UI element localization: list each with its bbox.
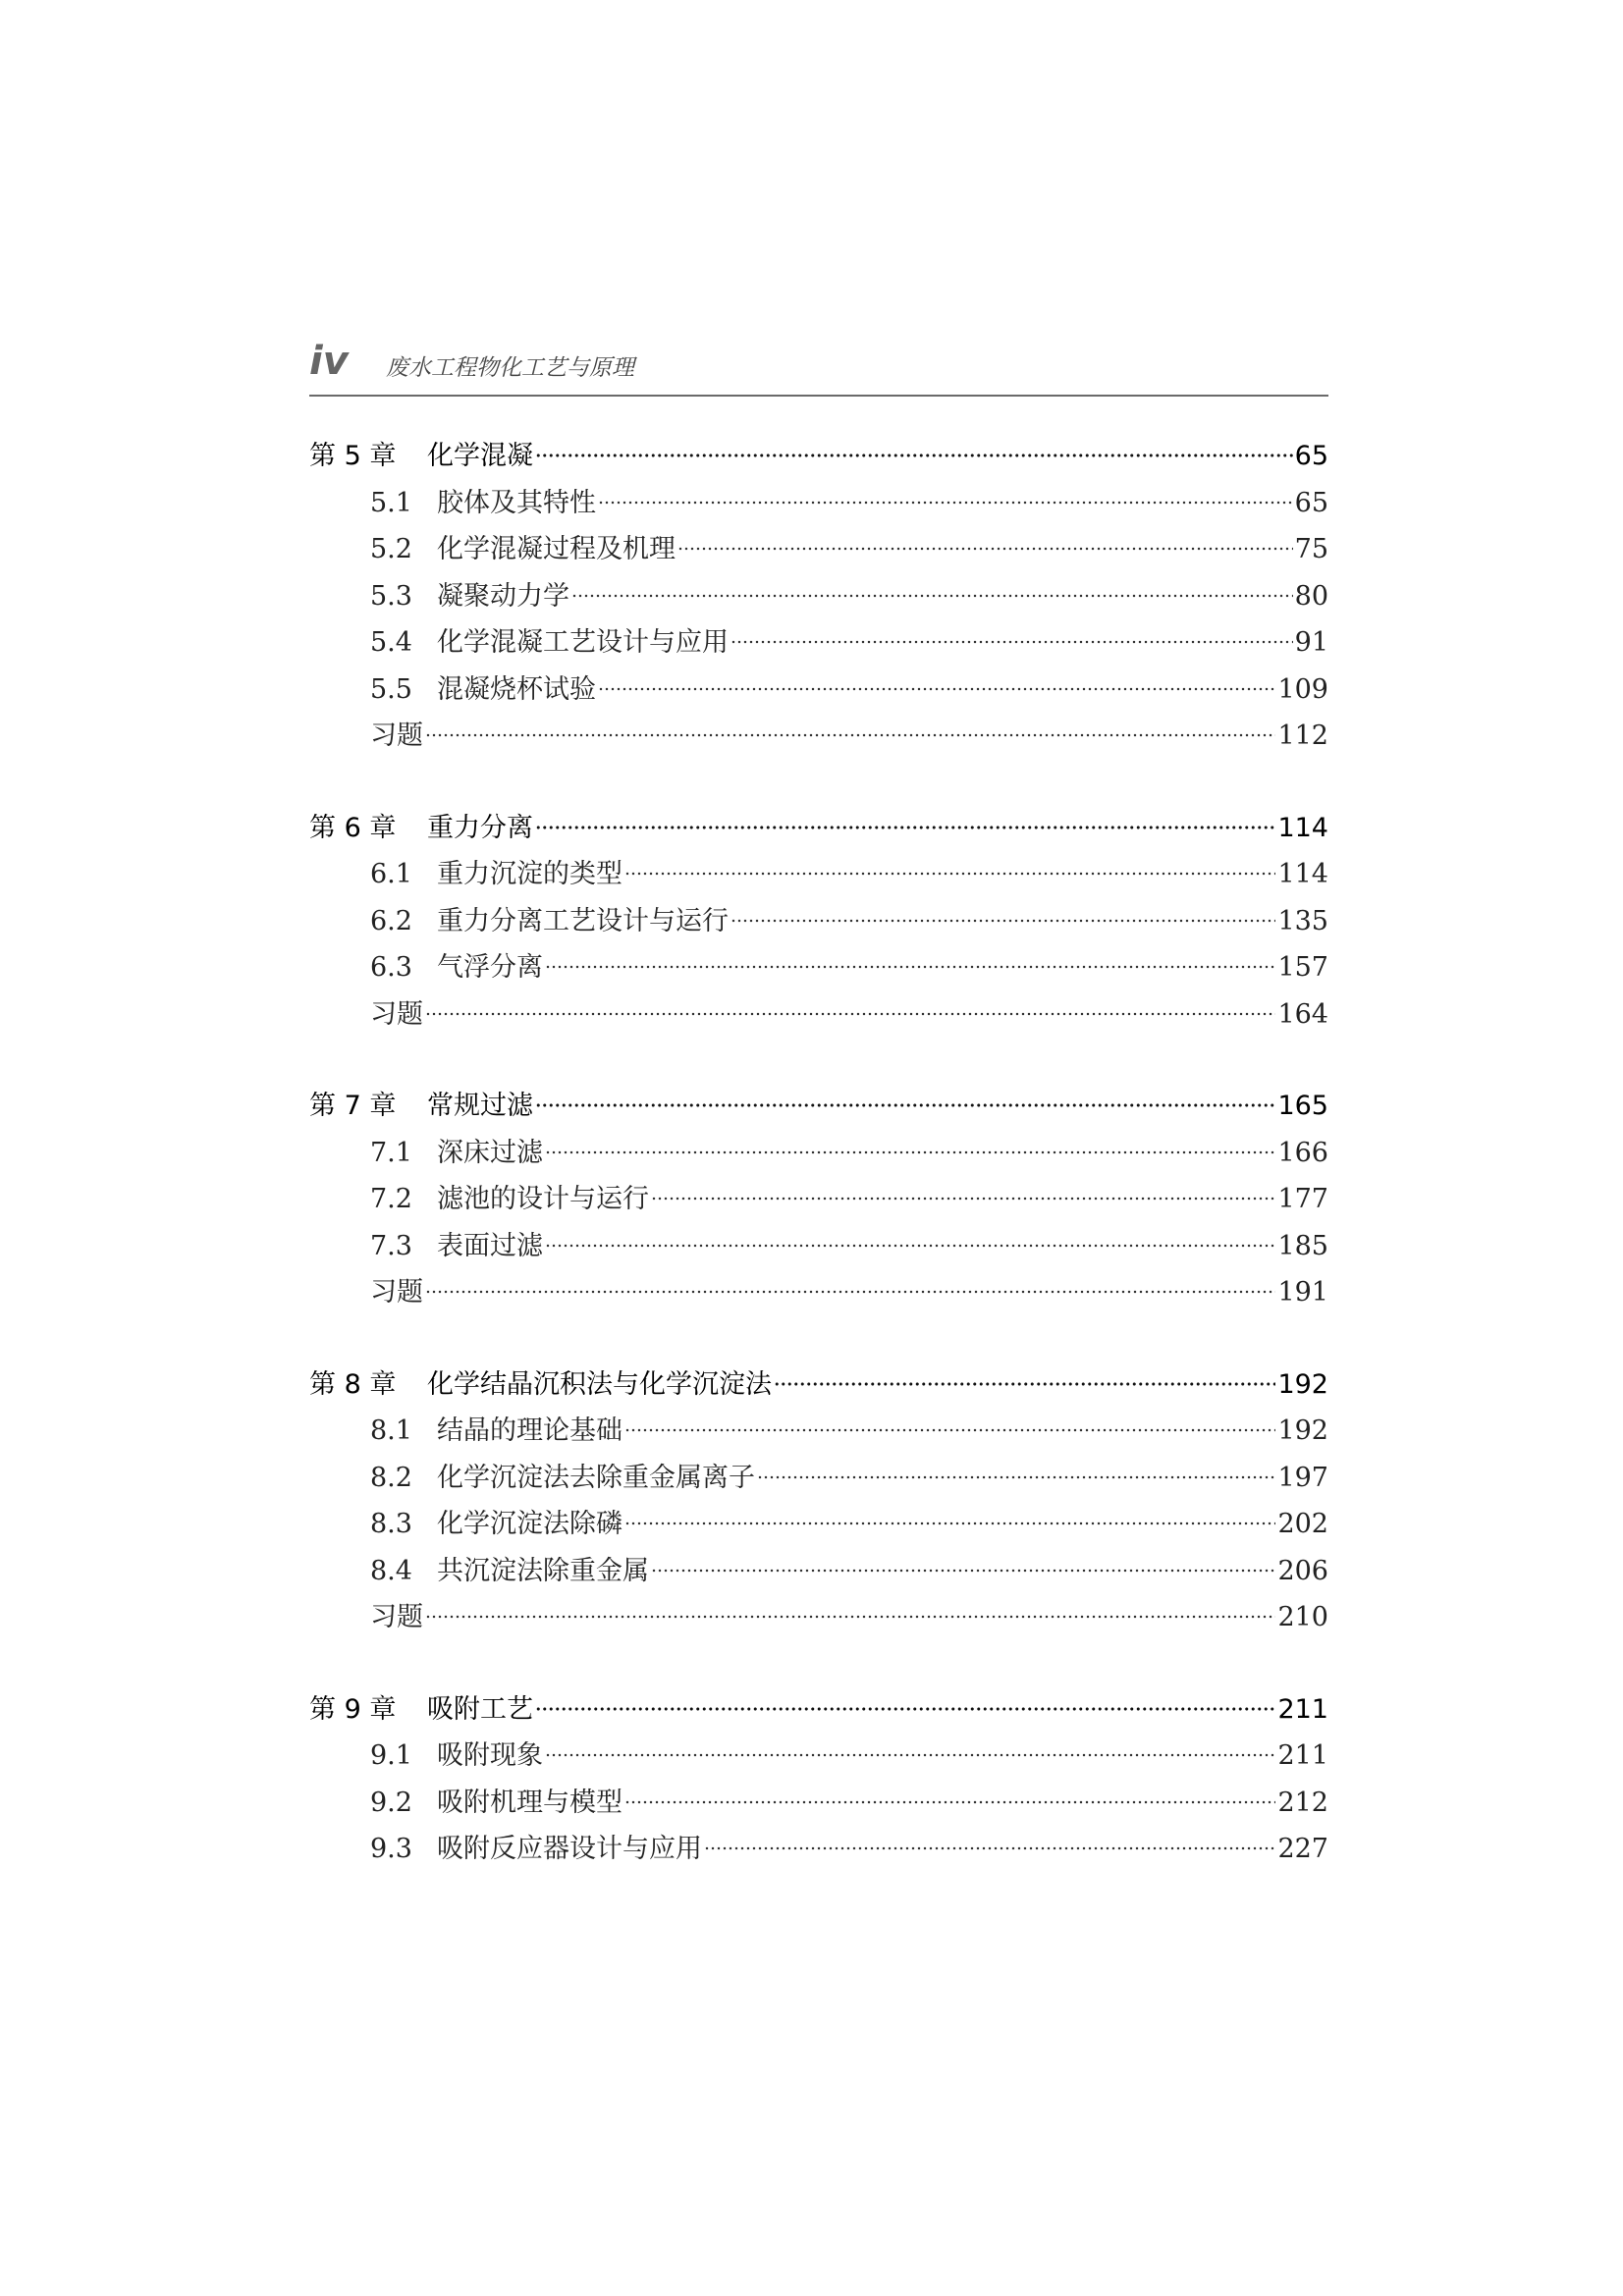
section-page: 212 [1277,1787,1328,1818]
section-number: 6.3 [370,952,412,983]
dot-leader [535,1706,1275,1712]
dot-leader [545,1243,1275,1249]
toc-section[interactable] [309,1408,1328,1455]
exercises-title: 习题 [370,1602,423,1632]
chapter-label: 第 8 章 [309,1368,397,1400]
section-title: 胶体及其特性 [437,487,596,518]
toc-exercises[interactable] [309,713,1328,760]
section-page: 185 [1277,1230,1328,1261]
dot-leader [704,1845,1275,1851]
section-number: 5.2 [370,534,412,564]
section-page: 91 [1294,627,1328,658]
section-page: 135 [1277,905,1328,936]
chapter-heading[interactable] [309,1083,1328,1130]
toc-section[interactable] [309,619,1328,667]
chapter-title: 重力分离 [427,812,533,843]
dot-leader [774,1381,1275,1387]
toc-section[interactable] [309,1455,1328,1502]
section-number: 9.3 [370,1834,412,1864]
section-page: 177 [1277,1184,1328,1214]
section-number: 8.2 [370,1462,412,1493]
book-title: 废水工程物化工艺与原理 [386,355,634,381]
toc-section[interactable] [309,898,1328,945]
section-title: 重力分离工艺设计与运行 [437,905,729,936]
section-page: 211 [1277,1740,1328,1771]
toc-chapter-9 [309,1686,1328,1873]
section-title: 化学混凝过程及机理 [437,534,676,564]
dot-leader [545,1752,1275,1758]
table-of-contents [309,433,1328,1918]
chapter-label: 第 7 章 [309,1091,397,1121]
chapter-page: 165 [1277,1091,1328,1121]
chapter-heading[interactable] [309,1686,1328,1734]
chapter-label: 第 5 章 [309,441,397,471]
chapter-heading[interactable] [309,1362,1328,1409]
chapter-page: 192 [1277,1368,1328,1400]
chapter-page: 114 [1277,812,1328,843]
dot-leader [651,1196,1275,1201]
section-title: 表面过滤 [437,1230,543,1261]
toc-section[interactable] [309,1780,1328,1827]
section-title: 深床过滤 [437,1137,543,1168]
toc-exercises[interactable] [309,1269,1328,1316]
section-page: 206 [1277,1555,1328,1586]
exercises-page: 191 [1277,1277,1328,1308]
toc-section[interactable] [309,573,1328,620]
chapter-heading[interactable] [309,805,1328,852]
dot-leader [598,686,1275,692]
toc-section[interactable] [309,526,1328,573]
toc-chapter-7 [309,1083,1328,1316]
toc-section[interactable] [309,1501,1328,1548]
exercises-page: 164 [1277,998,1328,1030]
section-page: 109 [1277,673,1328,705]
toc-section[interactable] [309,1733,1328,1780]
exercises-page: 210 [1277,1602,1328,1632]
section-number: 7.2 [370,1184,412,1214]
section-title: 吸附机理与模型 [437,1787,622,1818]
dot-leader [425,1289,1275,1295]
dot-leader [624,1521,1275,1526]
chapter-title: 常规过滤 [427,1091,533,1121]
section-title: 吸附现象 [437,1740,543,1771]
section-number: 8.1 [370,1415,412,1446]
toc-section[interactable] [309,667,1328,714]
running-header [309,334,1328,397]
section-number: 9.1 [370,1740,412,1771]
toc-section[interactable] [309,1826,1328,1873]
chapter-label: 第 9 章 [309,1693,397,1725]
dot-leader [535,825,1275,830]
toc-chapter-5 [309,433,1328,760]
toc-section[interactable] [309,1130,1328,1177]
section-number: 6.1 [370,859,412,889]
dot-leader [677,546,1293,552]
dot-leader [624,871,1275,877]
dot-leader [425,732,1275,738]
section-page: 227 [1277,1834,1328,1864]
page-number: iv [309,339,349,384]
dot-leader [425,1011,1275,1017]
toc-exercises[interactable] [309,1594,1328,1641]
section-title: 重力沉淀的类型 [437,859,622,889]
section-title: 凝聚动力学 [437,580,569,612]
section-page: 114 [1277,859,1328,889]
section-title: 滤池的设计与运行 [437,1184,649,1214]
toc-chapter-8 [309,1362,1328,1641]
dot-leader [535,1102,1275,1108]
section-title: 混凝烧杯试验 [437,673,596,705]
dot-leader [425,1614,1275,1620]
toc-section[interactable] [309,851,1328,898]
toc-section[interactable] [309,944,1328,991]
section-number: 8.4 [370,1555,412,1586]
section-number: 5.5 [370,673,412,705]
chapter-title: 化学结晶沉积法与化学沉淀法 [427,1368,772,1400]
section-page: 197 [1277,1462,1328,1493]
section-title: 吸附反应器设计与应用 [437,1834,702,1864]
section-number: 9.2 [370,1787,412,1818]
dot-leader [624,1427,1275,1433]
section-page: 75 [1294,534,1328,564]
section-page: 166 [1277,1137,1328,1168]
section-title: 结晶的理论基础 [437,1415,622,1446]
section-number: 5.1 [370,487,412,518]
dot-leader [730,639,1293,645]
section-title: 共沉淀法除重金属 [437,1555,649,1586]
chapter-page: 211 [1277,1693,1328,1725]
section-number: 7.3 [370,1230,412,1261]
dot-leader [651,1568,1275,1574]
toc-section[interactable] [309,480,1328,527]
section-title: 气浮分离 [437,952,543,983]
section-title: 化学沉淀法去除重金属离子 [437,1462,755,1493]
toc-section[interactable] [309,1548,1328,1595]
dot-leader [757,1474,1275,1480]
toc-chapter-6 [309,805,1328,1039]
chapter-title: 吸附工艺 [427,1693,533,1725]
toc-section[interactable] [309,1176,1328,1223]
section-page: 65 [1294,487,1328,518]
exercises-title: 习题 [370,998,423,1030]
exercises-title: 习题 [370,721,423,751]
exercises-title: 习题 [370,1277,423,1308]
section-title: 化学混凝工艺设计与应用 [437,627,729,658]
chapter-heading[interactable] [309,433,1328,480]
toc-exercises[interactable] [309,991,1328,1039]
dot-leader [545,964,1275,970]
dot-leader [545,1149,1275,1155]
dot-leader [535,453,1293,458]
toc-section[interactable] [309,1223,1328,1270]
section-page: 202 [1277,1509,1328,1539]
section-number: 7.1 [370,1137,412,1168]
section-page: 157 [1277,952,1328,983]
chapter-title: 化学混凝 [427,441,533,471]
section-number: 6.2 [370,905,412,936]
section-number: 5.4 [370,627,412,658]
section-page: 80 [1294,580,1328,612]
section-page: 192 [1277,1415,1328,1446]
dot-leader [730,918,1275,924]
chapter-label: 第 6 章 [309,812,397,843]
exercises-page: 112 [1277,721,1328,751]
dot-leader [571,593,1293,599]
section-title: 化学沉淀法除磷 [437,1509,622,1539]
section-number: 8.3 [370,1509,412,1539]
dot-leader [624,1799,1275,1805]
section-number: 5.3 [370,580,412,612]
chapter-page: 65 [1294,441,1328,471]
dot-leader [598,500,1293,506]
